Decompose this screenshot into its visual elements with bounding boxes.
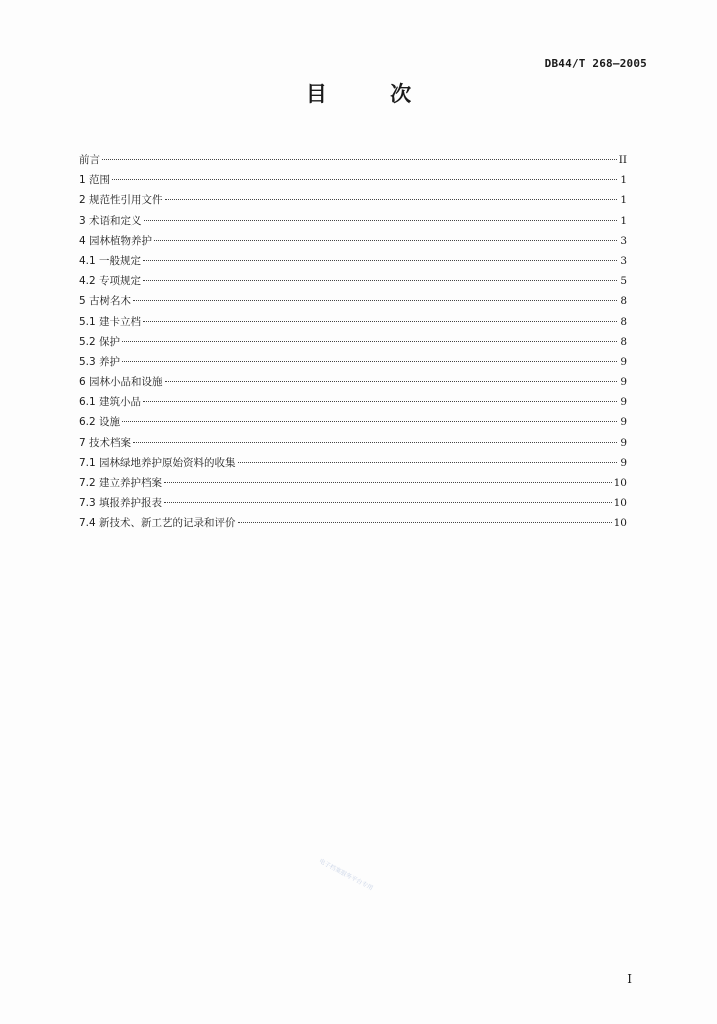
toc-entry-label: 5.3 养护 (79, 355, 121, 368)
toc-entry[interactable] (79, 473, 627, 493)
toc-entry-label: 1 范围 (79, 174, 111, 187)
toc-entry-label: 6.2 设施 (79, 416, 121, 429)
toc-leader-dots (143, 401, 617, 402)
toc-entry[interactable] (79, 231, 627, 251)
toc-entry[interactable] (79, 412, 627, 432)
toc-entry-label: 4.2 专项规定 (79, 275, 142, 288)
toc-entry-label: 7.2 建立养护档案 (79, 477, 163, 489)
toc-leader-dots (238, 462, 617, 463)
toc-entry-label: 4.1 一般规定 (79, 254, 142, 267)
toc-entry-label: 4 园林植物养护 (79, 234, 153, 247)
toc-entry-page: 8 (620, 295, 627, 308)
toc-entry[interactable] (79, 190, 627, 210)
toc-leader-dots (165, 199, 617, 200)
toc-leader-dots (133, 442, 617, 443)
toc-entry-page: 3 (620, 254, 627, 267)
toc-entry-page: 10 (613, 477, 627, 489)
toc-leader-dots (112, 179, 617, 180)
table-of-contents (79, 150, 627, 534)
toc-entry-label: 前言 (79, 154, 100, 166)
toc-entry[interactable] (79, 493, 627, 513)
toc-entry-page: 9 (620, 355, 627, 368)
toc-entry-label: 5 古树名木 (79, 295, 132, 308)
toc-entry-label: 2 规范性引用文件 (79, 194, 163, 207)
toc-entry-page: 1 (620, 194, 627, 207)
toc-entry-label: 7.1 园林绿地养护原始资料的收集 (79, 456, 236, 469)
toc-entry-label: 5.2 保护 (79, 335, 121, 348)
toc-entry[interactable] (79, 271, 627, 291)
toc-entry-label: 3 术语和定义 (79, 214, 142, 227)
toc-entry-page: 1 (620, 214, 627, 227)
toc-leader-dots (143, 280, 617, 281)
toc-entry-page: 9 (620, 456, 627, 469)
toc-entry-label: 5.1 建卡立档 (79, 315, 142, 328)
watermark-text: 电子档案服务平台专用 (317, 857, 375, 893)
toc-entry-page: 9 (620, 416, 627, 429)
toc-leader-dots (164, 502, 612, 503)
toc-entry-page: 8 (620, 335, 627, 348)
toc-entry-label: 7.4 新技术、新工艺的记录和评价 (79, 517, 236, 530)
toc-leader-dots (133, 300, 617, 301)
toc-entry-page: 1 (620, 174, 627, 187)
toc-leader-dots (165, 381, 617, 382)
toc-entry[interactable] (79, 513, 627, 533)
toc-entry-page: 9 (620, 396, 627, 409)
toc-entry-page: 10 (613, 497, 627, 510)
toc-leader-dots (144, 220, 617, 221)
page-number: I (627, 972, 632, 986)
toc-leader-dots (143, 321, 617, 322)
toc-entry-page: 5 (620, 275, 627, 288)
toc-entry[interactable] (79, 433, 627, 453)
toc-leader-dots (122, 361, 617, 362)
toc-leader-dots (164, 482, 612, 483)
toc-entry-page: 10 (613, 517, 627, 530)
toc-entry[interactable] (79, 392, 627, 412)
toc-leader-dots (238, 522, 612, 523)
toc-entry-page: 9 (620, 436, 627, 449)
toc-entry[interactable] (79, 211, 627, 231)
toc-entry[interactable] (79, 291, 627, 311)
toc-entry-page: 3 (620, 234, 627, 247)
toc-entry[interactable] (79, 372, 627, 392)
toc-entry[interactable] (79, 150, 627, 170)
document-code: DB44/T 268—2005 (544, 57, 647, 70)
toc-entry[interactable] (79, 453, 627, 473)
toc-entry[interactable] (79, 251, 627, 271)
toc-entry-page: 9 (620, 376, 627, 389)
toc-entry-label: 7 技术档案 (79, 436, 132, 449)
toc-entry-label: 6.1 建筑小品 (79, 396, 142, 409)
toc-entry-page: 8 (620, 315, 627, 328)
toc-entry-page: II (618, 154, 627, 166)
toc-entry[interactable] (79, 170, 627, 190)
toc-leader-dots (154, 240, 617, 241)
toc-leader-dots (102, 159, 617, 160)
toc-leader-dots (122, 421, 617, 422)
toc-entry[interactable] (79, 332, 627, 352)
toc-leader-dots (143, 260, 617, 261)
toc-entry-label: 6 园林小品和设施 (79, 376, 163, 389)
toc-entry[interactable] (79, 352, 627, 372)
toc-entry-label: 7.3 填报养护报表 (79, 497, 163, 510)
toc-leader-dots (122, 341, 617, 342)
toc-entry[interactable] (79, 312, 627, 332)
toc-title: 目 次 (305, 82, 440, 106)
